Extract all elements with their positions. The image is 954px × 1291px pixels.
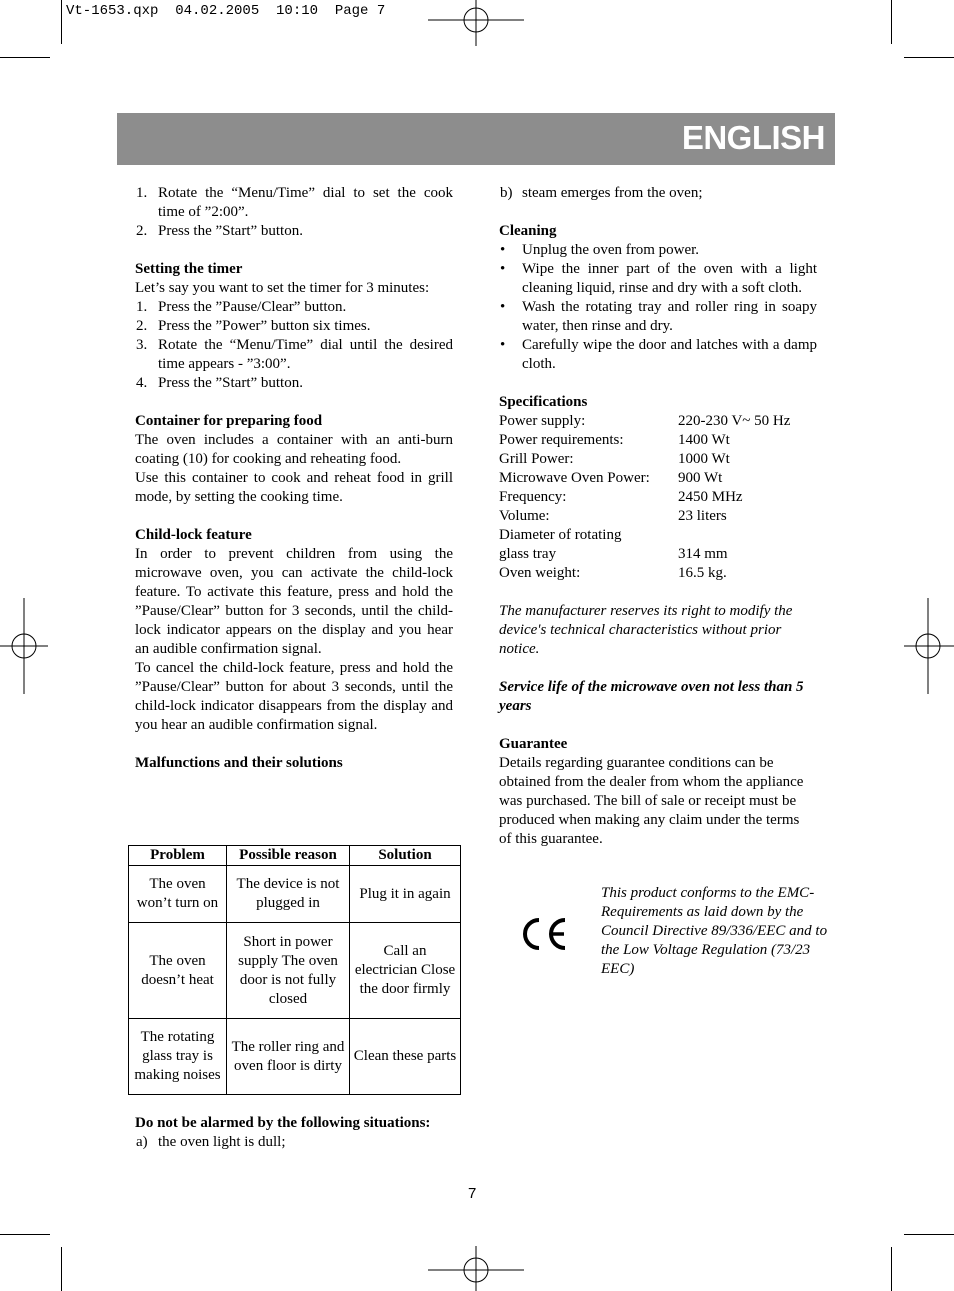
registration-mark-left [0, 598, 48, 694]
list-item: 4. Press the ”Start” button. [136, 375, 303, 391]
table-header: Problem [129, 846, 227, 866]
list-item: 2. Press the ”Power” button six times. [136, 318, 371, 334]
list-item: • Unplug the oven from power. [500, 242, 700, 258]
page-number: 7 [468, 1185, 477, 1202]
table-cell: Plug it in again [350, 866, 461, 923]
table-cell: The oven doesn’t heat [129, 923, 227, 1019]
table-header: Solution [350, 846, 461, 866]
section-heading: Child-lock feature [135, 527, 252, 543]
spec-row: Power supply: 220-230 V~ 50 Hz [499, 413, 791, 429]
cook-steps-list [135, 184, 453, 241]
right-column [499, 184, 817, 849]
crop-mark [61, 0, 62, 44]
section-heading: Guarantee [499, 736, 568, 752]
ce-conformity-text: This product conforms to the EMC-Requirements as laid down by the Council Directive 89/336/EEC and to the Low Voltage Regulation (73/23 EEC) [601, 885, 828, 977]
list-item: b) steam emerges from the oven; [500, 185, 703, 201]
print-slug: Vt-1653.qxp 04.02.2005 10:10 Page 7 [66, 3, 386, 19]
list-item: • Wash the rotating tray and roller ring in soapy water, then rinse and dry. [500, 299, 817, 334]
spec-row: Grill Power: 1000 Wt [499, 451, 730, 467]
registration-mark-right [904, 598, 954, 694]
spec-row: Diameter of rotating [499, 527, 622, 543]
list-item: 3. Rotate the “Menu/Time” dial until the desired time appears - ”3:00”. [136, 337, 453, 372]
crop-mark [904, 57, 954, 58]
crop-mark [61, 1247, 62, 1291]
left-column-tail [135, 1114, 453, 1152]
crop-mark [891, 0, 892, 44]
paragraph: In order to prevent children from using the microwave oven, you can activate the child-lock feature. To activate this feature, press and hold the ”Pause/Clear” button for 3 seconds, until the child-lock indicator appears on the display and you hear an audible confirmation signal. [135, 546, 453, 657]
registration-mark-bottom [428, 1246, 524, 1291]
manufacturer-note: The manufacturer reserves its right to modify the device's technical characteristics without prior notice. [499, 603, 793, 657]
alarm-list [135, 1133, 453, 1152]
service-life-note: Service life of the microwave oven not less than 5 years [499, 679, 804, 714]
spec-row: Microwave Oven Power: 900 Wt [499, 470, 723, 486]
table-row [129, 866, 461, 923]
cleaning-list [499, 241, 817, 374]
registration-mark-top [428, 0, 524, 46]
table-cell: The oven won’t turn on [129, 866, 227, 923]
table-cell: Call an electrician Close the door firmly [350, 923, 461, 1019]
crop-mark [0, 1234, 50, 1235]
crop-mark [904, 1234, 954, 1235]
paragraph: Let’s say you want to set the timer for 3 minutes: [135, 280, 430, 296]
table-cell: The rotating glass tray is making noises [129, 1019, 227, 1095]
section-heading: Malfunctions and their solutions [135, 755, 343, 771]
paragraph: To cancel the child-lock feature, press and hold the ”Pause/Clear” button for about 3 seconds, until the child-lock indicator disappears from the display and you hear an audible confirmation signal. [135, 660, 453, 733]
language-banner [117, 113, 835, 165]
malfunctions-table [128, 845, 461, 1095]
section-heading: Setting the timer [135, 261, 243, 277]
banner-title: ENGLISH [681, 119, 825, 156]
spec-row: Power requirements: 1400 Wt [499, 432, 730, 448]
spec-row: glass tray 314 mm [499, 546, 728, 562]
spec-row: Frequency: 2450 MHz [499, 489, 743, 505]
specifications-table [499, 412, 817, 583]
section-heading: Cleaning [499, 223, 557, 239]
list-item: 1. Press the ”Pause/Clear” button. [136, 299, 347, 315]
list-item: • Wipe the inner part of the oven with a light cleaning liquid, rinse and dry with a soft cloth. [500, 261, 817, 296]
timer-steps-list [135, 298, 453, 393]
table-cell: Clean these parts [350, 1019, 461, 1095]
table-header: Possible reason [227, 846, 350, 866]
paragraph: Use this container to cook and reheat food in grill mode, by setting the cooking time. [135, 470, 453, 505]
ce-mark-icon [520, 914, 568, 954]
table-row [129, 1019, 461, 1095]
list-item: • Carefully wipe the door and latches with a damp cloth. [500, 337, 817, 372]
list-item: a) the oven light is dull; [136, 1134, 286, 1150]
left-column [135, 184, 453, 773]
table-cell: Short in power supply The oven door is not fully closed [227, 923, 350, 1019]
table-row [129, 923, 461, 1019]
list-item: 2. Press the ”Start” button. [136, 223, 303, 239]
spec-row: Volume: 23 liters [499, 508, 727, 524]
section-heading: Specifications [499, 394, 588, 410]
section-heading: Container for preparing food [135, 413, 323, 429]
crop-mark [891, 1247, 892, 1291]
paragraph: The oven includes a container with an anti-burn coating (10) for cooking and reheating food. [135, 432, 453, 467]
table-header-row [129, 846, 461, 866]
spec-row: Oven weight: 16.5 kg. [499, 565, 727, 581]
list-item: 1. Rotate the “Menu/Time” dial to set the cook time of ”2:00”. [136, 185, 453, 220]
guarantee-text: Details regarding guarantee conditions can be obtained from the dealer from whom the appliance was purchased. The bill of sale or receipt must be produced when making any claim under the terms of this guarantee. [499, 755, 804, 847]
table-cell: The device is not plugged in [227, 866, 350, 923]
table-cell: The roller ring and oven floor is dirty [227, 1019, 350, 1095]
section-heading: Do not be alarmed by the following situations: [135, 1115, 431, 1131]
alarm-list-continued [499, 184, 817, 203]
crop-mark [0, 57, 50, 58]
